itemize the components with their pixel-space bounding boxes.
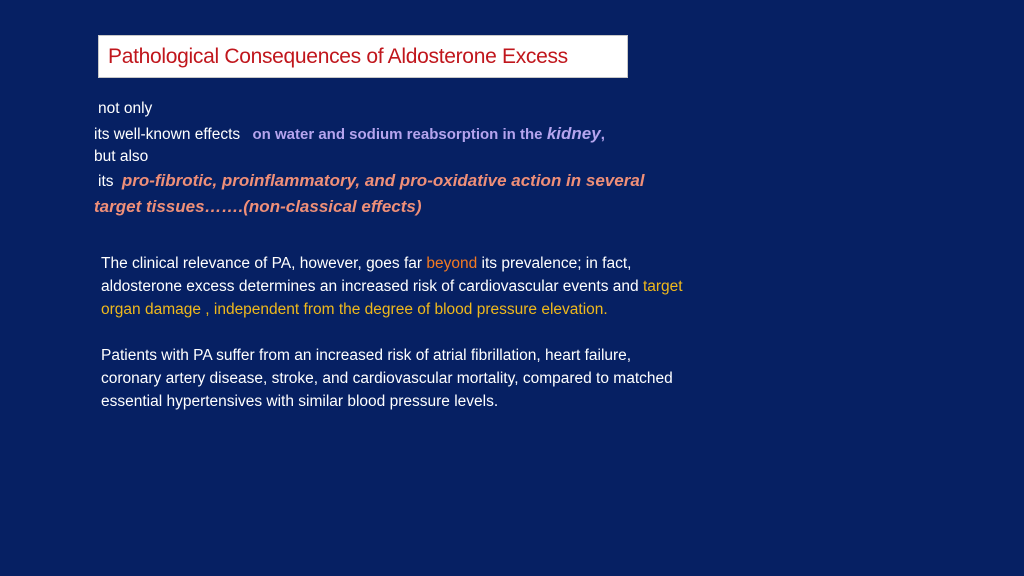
- para1-target: target: [642, 278, 683, 295]
- intro-line-4: [98, 171, 645, 191]
- para2-line-1: Patients with PA suffer from an increased risk of atrial fibrillation, heart failure,: [101, 347, 632, 364]
- para1-line-3: organ damage , independent from the degree of blood pressure elevation.: [101, 301, 608, 318]
- intro-action-text: pro-fibrotic, proinflammatory, and pro-oxidative action in several: [121, 171, 645, 190]
- title-box: [98, 35, 628, 78]
- intro-water-sodium-text: on water and sodium reabsorption in the: [252, 126, 543, 143]
- para1-text-a: The clinical relevance of PA, however, goes far: [101, 255, 427, 272]
- paragraph-patients-risk: [101, 344, 673, 413]
- intro-not-only: not only: [98, 100, 153, 117]
- intro-effects-text: its well-known effects: [94, 126, 241, 143]
- intro-comma: ,: [600, 126, 605, 143]
- para1-text-d: aldosterone excess determines an increased risk of cardiovascular events and: [101, 278, 643, 295]
- para2-line-3: essential hypertensives with similar blood pressure levels.: [101, 393, 499, 410]
- paragraph-clinical-relevance: [101, 252, 683, 321]
- slide-title: Pathological Consequences of Aldosterone Excess: [108, 45, 568, 68]
- intro-kidney-text: kidney: [546, 124, 601, 143]
- para1-beyond: beyond: [426, 255, 478, 272]
- para1-text-c: its prevalence; in fact,: [477, 255, 632, 272]
- intro-but-also: but also: [94, 148, 149, 165]
- intro-line-2: [94, 124, 605, 144]
- para2-line-2: coronary artery disease, stroke, and cardiovascular mortality, compared to matched: [101, 370, 673, 387]
- para1-line-2: [101, 275, 683, 298]
- intro-its-text: its: [98, 173, 114, 190]
- intro-target-tissues: target tissues…….(non-classical effects): [94, 197, 422, 216]
- para1-line-1: [101, 252, 683, 275]
